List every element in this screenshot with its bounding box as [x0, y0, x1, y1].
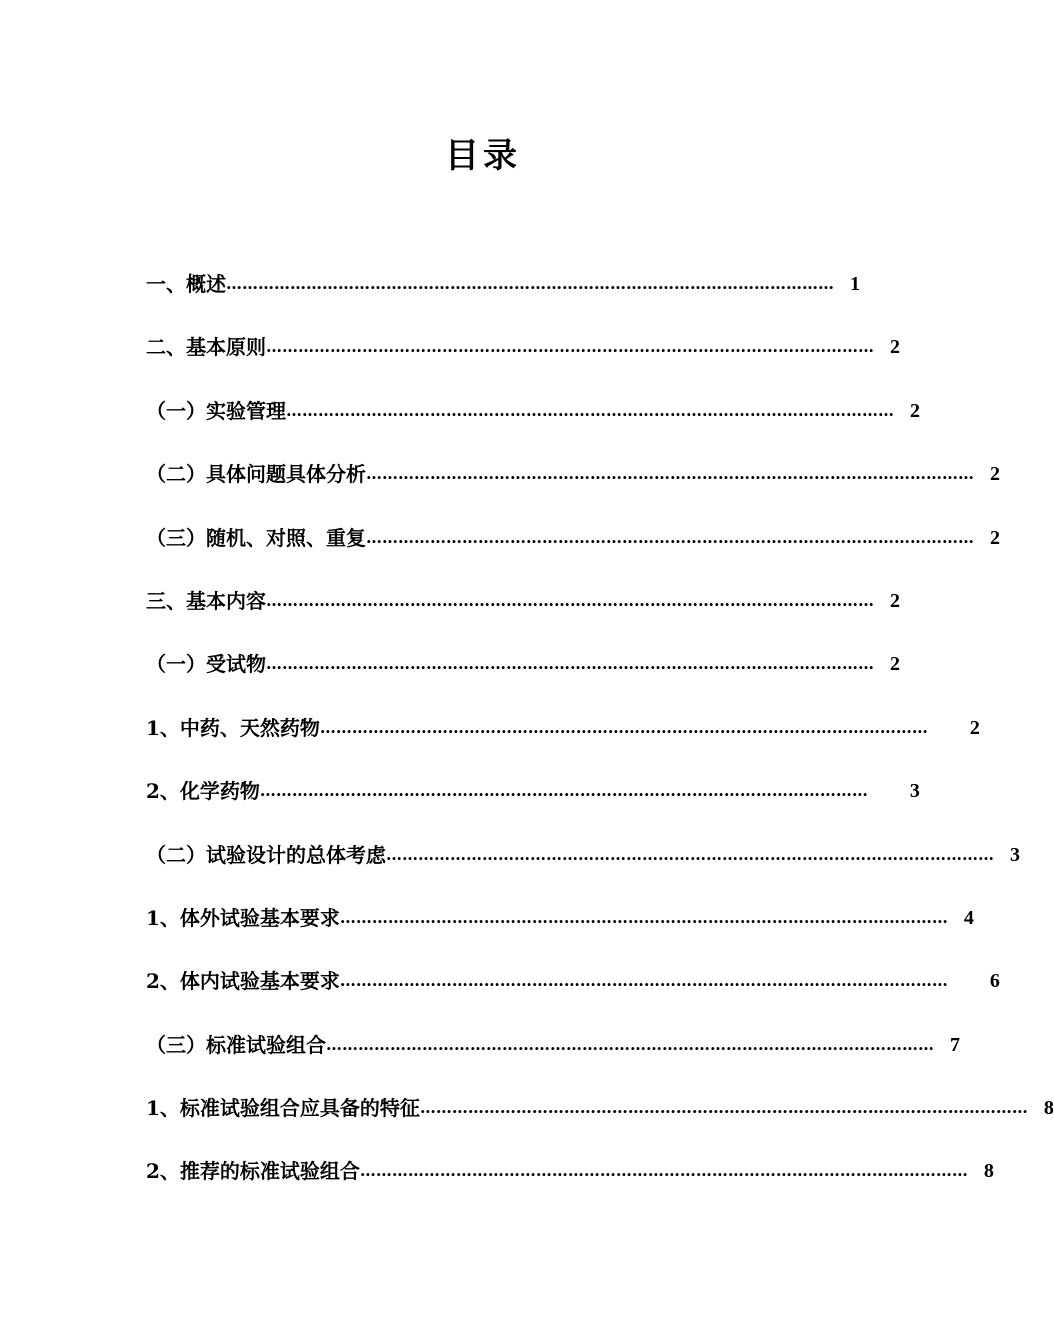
toc-leader-dots: …………………………………………………………………………………………………… — [266, 337, 874, 357]
toc-entry-text: （三）随机、对照、重复 — [146, 525, 366, 550]
toc-leader-dots: …………………………………………………………………………………………………… — [339, 907, 948, 927]
toc-entry-text: 二、基本原则 — [146, 335, 266, 360]
toc-entry[interactable] — [146, 650, 900, 713]
toc-page-number: 2 — [890, 589, 900, 612]
toc-leader-dots: …………………………………………………………………………………………………… — [419, 1098, 1028, 1118]
toc-page-number: 6 — [989, 970, 1000, 993]
toc-page-number: 2 — [990, 463, 1000, 486]
toc-entry-text: （三）标准试验组合 — [146, 1032, 326, 1057]
toc-entry-text: 2、体内试验基本要求 — [146, 969, 340, 994]
toc-page-number: 8 — [1043, 1097, 1054, 1120]
toc-entry-text: （一）受试物 — [146, 652, 266, 677]
toc-leader-dots: …………………………………………………………………………………………………… — [386, 844, 994, 864]
toc-entry-text: （一）实验管理 — [146, 398, 286, 423]
toc-entry[interactable] — [146, 397, 920, 460]
toc-entry[interactable] — [146, 777, 920, 840]
toc-page-number: 2 — [969, 716, 980, 739]
toc-entry-text: 三、基本内容 — [146, 588, 266, 613]
table-of-contents — [146, 270, 1054, 1221]
toc-entry[interactable] — [146, 1094, 1054, 1157]
toc-page-number: 4 — [963, 906, 974, 929]
toc-entry-text: 1、中药、天然药物 — [146, 715, 320, 740]
toc-entry[interactable] — [146, 967, 1000, 1030]
toc-entry[interactable] — [146, 524, 1000, 587]
toc-entry[interactable] — [146, 333, 900, 396]
toc-page-number: 8 — [983, 1160, 994, 1183]
toc-page-number: 3 — [909, 780, 920, 803]
toc-leader-dots: …………………………………………………………………………………………………… — [266, 590, 874, 610]
toc-leader-dots: …………………………………………………………………………………………………… — [366, 527, 974, 547]
toc-leader-dots: …………………………………………………………………………………………………… — [226, 274, 834, 293]
toc-entry[interactable] — [146, 841, 1020, 904]
toc-page-number: 7 — [950, 1033, 960, 1056]
toc-entry[interactable] — [146, 270, 860, 333]
toc-entry[interactable] — [146, 460, 1000, 523]
toc-entry[interactable] — [146, 1157, 994, 1220]
toc-entry-text: 2、推荐的标准试验组合 — [146, 1159, 360, 1184]
toc-entry[interactable] — [146, 587, 900, 650]
toc-page-number: 2 — [910, 399, 920, 422]
toc-entry[interactable] — [146, 1031, 960, 1094]
toc-leader-dots: …………………………………………………………………………………………………… — [266, 654, 874, 674]
toc-leader-dots: …………………………………………………………………………………………………… — [339, 971, 948, 991]
toc-page-number: 2 — [890, 336, 900, 359]
toc-leader-dots: …………………………………………………………………………………………………… — [359, 1161, 968, 1181]
toc-entry-text: 1、体外试验基本要求 — [146, 905, 340, 930]
toc-entry[interactable] — [146, 904, 974, 967]
toc-page-number: 3 — [1010, 843, 1020, 866]
toc-page-number: 2 — [890, 653, 900, 676]
page-title: 目录 — [445, 136, 521, 176]
toc-entry[interactable] — [146, 714, 980, 777]
toc-entry-text: 2、化学药物 — [146, 779, 260, 804]
toc-entry-text: 1、标准试验组合应具备的特征 — [146, 1096, 420, 1121]
toc-leader-dots: …………………………………………………………………………………………………… — [286, 400, 894, 420]
toc-leader-dots: …………………………………………………………………………………………………… — [259, 781, 868, 801]
toc-page-number: 2 — [990, 526, 1000, 549]
toc-leader-dots: …………………………………………………………………………………………………… — [326, 1034, 934, 1054]
toc-entry-text: （二）试验设计的总体考虑 — [146, 842, 386, 867]
toc-leader-dots: …………………………………………………………………………………………………… — [366, 464, 974, 484]
toc-entry-text: 一、概述 — [146, 272, 226, 296]
toc-page-number: 1 — [850, 273, 860, 295]
toc-leader-dots: …………………………………………………………………………………………………… — [319, 717, 928, 737]
toc-entry-text: （二）具体问题具体分析 — [146, 462, 366, 487]
